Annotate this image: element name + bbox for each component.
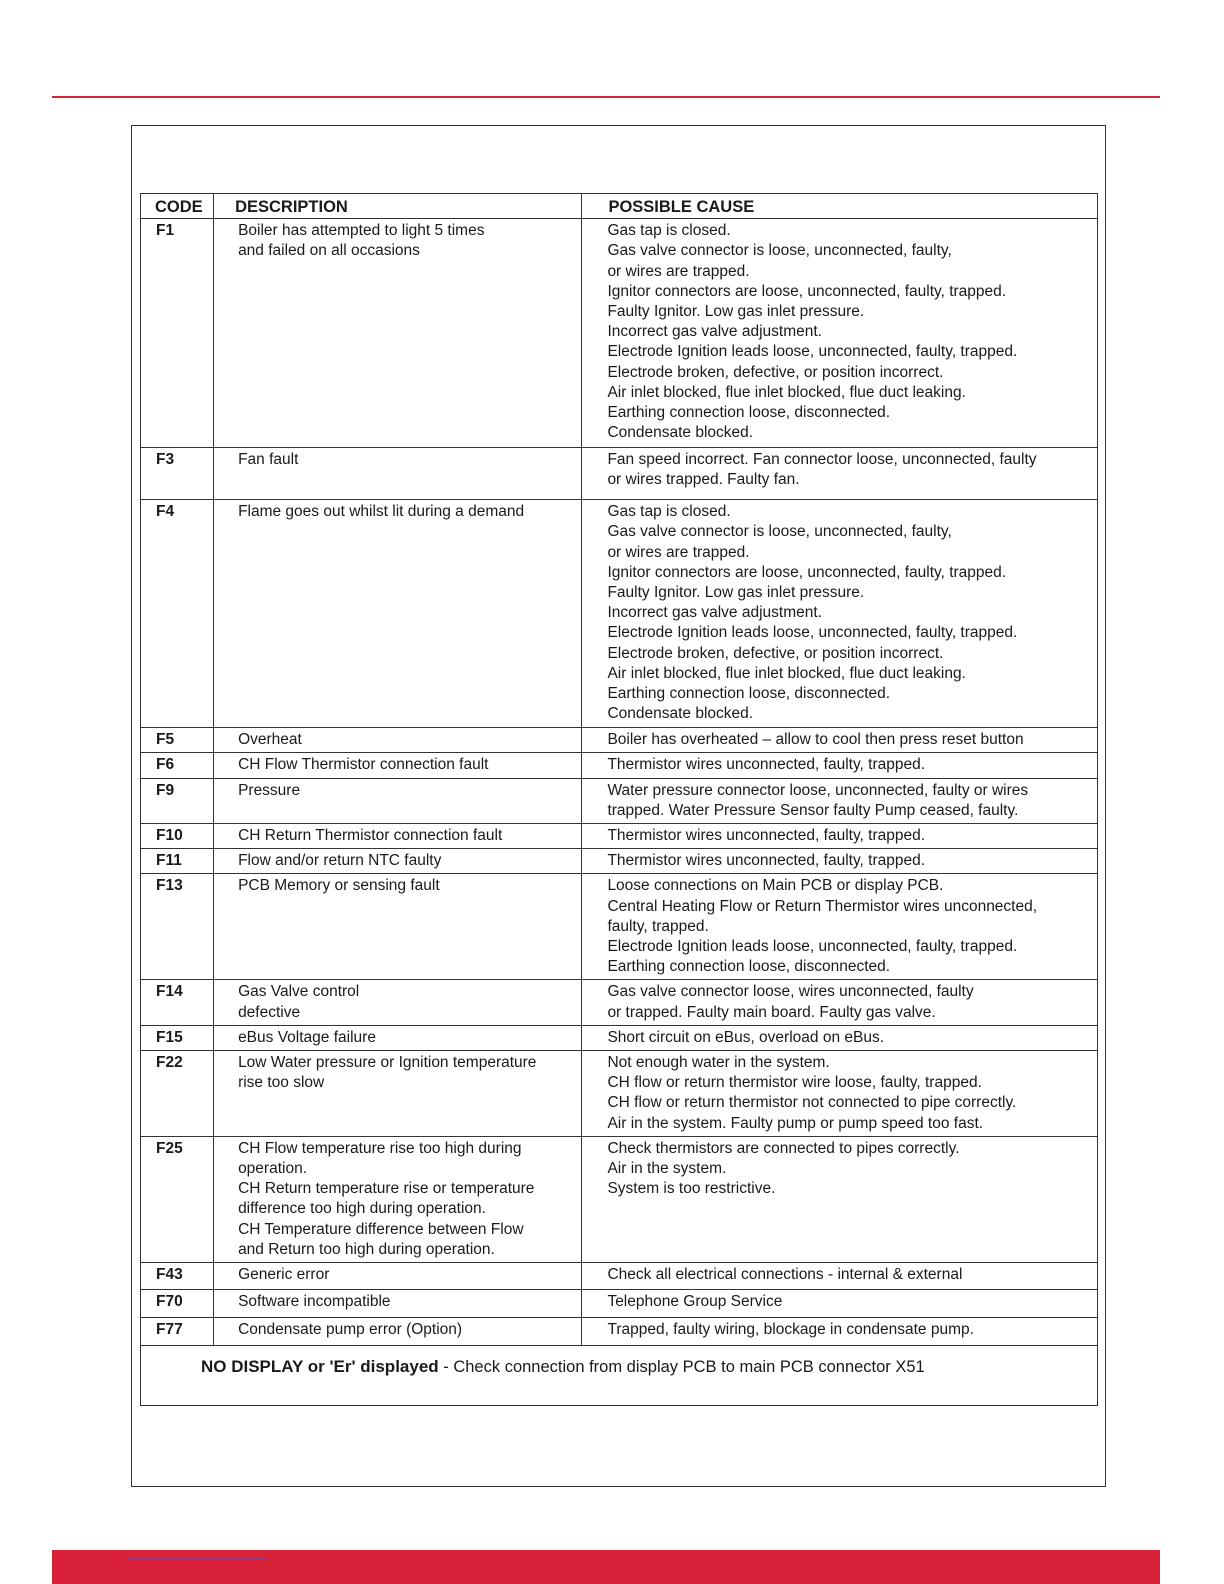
cause-line: Gas tap is closed.: [607, 503, 731, 521]
cause-line: Air in the system.: [607, 1160, 727, 1178]
cause-line: Water pressure connector loose, unconnected, faulty or wires: [607, 781, 1029, 799]
cause-line: Trapped, faulty wiring, blockage in condensate pump.: [607, 1321, 974, 1339]
possible-cause: [582, 219, 1098, 448]
cause-line: Faulty Ignitor. Low gas inlet pressure.: [607, 584, 865, 602]
cause-line: Earthing connection loose, disconnected.: [607, 404, 891, 422]
description-line: CH Temperature difference between Flow: [238, 1220, 524, 1238]
possible-cause: [582, 980, 1098, 1025]
fault-code: F13: [141, 874, 214, 980]
fault-description: [214, 728, 582, 753]
cause-line: trapped. Water Pressure Sensor faulty Pump ceased, faulty.: [607, 801, 1019, 819]
cause-line: Central Heating Flow or Return Thermistor wires unconnected,: [607, 897, 1038, 915]
possible-cause: [582, 753, 1098, 778]
no-display-note: [141, 1346, 1098, 1406]
cause-line: Air in the system. Faulty pump or pump speed too fast.: [607, 1114, 984, 1132]
cause-line: Not enough water in the system.: [607, 1054, 830, 1072]
cause-line: or trapped. Faulty main board. Faulty gas valve.: [607, 1003, 936, 1021]
table-row: [141, 980, 1098, 1025]
fault-description: [214, 874, 582, 980]
fault-description: [214, 980, 582, 1025]
table-row: [141, 500, 1098, 728]
description-line: Flow and/or return NTC faulty: [238, 852, 442, 870]
cause-line: or wires trapped. Faulty fan.: [607, 471, 800, 489]
table-header-row: [141, 194, 1098, 219]
fault-code: F25: [141, 1136, 214, 1262]
fault-description: [214, 753, 582, 778]
fault-description: [214, 219, 582, 448]
cause-line: or wires are trapped.: [607, 543, 750, 561]
cause-line: Earthing connection loose, disconnected.: [607, 685, 891, 703]
possible-cause: [582, 500, 1098, 728]
cause-line: Earthing connection loose, disconnected.: [607, 958, 891, 976]
cause-line: Electrode Ignition leads loose, unconnected, faulty, trapped.: [607, 343, 1018, 361]
possible-cause: [582, 1136, 1098, 1262]
cause-line: Ignitor connectors are loose, unconnected, faulty, trapped.: [607, 282, 1007, 300]
table-row: [141, 448, 1098, 500]
fault-description: [214, 1051, 582, 1137]
cause-line: Boiler has overheated – allow to cool then press reset button: [607, 731, 1024, 749]
fault-description: [214, 1263, 582, 1290]
cause-line: Air inlet blocked, flue inlet blocked, flue duct leaking.: [607, 664, 966, 682]
table-row: [141, 728, 1098, 753]
table-row: [141, 753, 1098, 778]
description-line: Overheat: [238, 731, 302, 749]
fault-description: [214, 500, 582, 728]
footer-link-underline: [127, 1558, 266, 1559]
description-line: Software incompatible: [238, 1293, 391, 1311]
cause-line: Air inlet blocked, flue inlet blocked, flue duct leaking.: [607, 383, 966, 401]
possible-cause: [582, 849, 1098, 874]
fault-description: [214, 1136, 582, 1262]
table-row: [141, 1025, 1098, 1050]
no-display-text: - Check connection from display PCB to main PCB connector X51: [443, 1358, 925, 1377]
fault-code: F3: [141, 448, 214, 500]
cause-line: Condensate blocked.: [607, 424, 754, 442]
fault-code: F70: [141, 1290, 214, 1318]
fault-description: [214, 1318, 582, 1346]
cause-line: Gas valve connector is loose, unconnected, faulty,: [607, 523, 952, 541]
cause-line: Gas valve connector is loose, unconnected, faulty,: [607, 242, 952, 260]
fault-code: F1: [141, 219, 214, 448]
cause-line: Short circuit on eBus, overload on eBus.: [607, 1028, 885, 1046]
description-line: CH Flow Thermistor connection fault: [238, 756, 489, 774]
description-line: Condensate pump error (Option): [238, 1321, 463, 1339]
description-line: defective: [238, 1003, 301, 1021]
possible-cause: [582, 778, 1098, 823]
description-line: eBus Voltage failure: [238, 1028, 376, 1046]
description-line: Gas Valve control: [238, 983, 360, 1001]
fault-code: F5: [141, 728, 214, 753]
description-line: CH Return temperature rise or temperature: [238, 1180, 535, 1198]
fault-description: [214, 1025, 582, 1050]
table-row: [141, 1136, 1098, 1262]
header-code: CODE: [141, 194, 214, 219]
fault-code: F15: [141, 1025, 214, 1050]
fault-code: F43: [141, 1263, 214, 1290]
description-line: difference too high during operation.: [238, 1200, 486, 1218]
cause-line: Fan speed incorrect. Fan connector loose, unconnected, faulty: [607, 451, 1037, 469]
possible-cause: [582, 1290, 1098, 1318]
cause-line: Condensate blocked.: [607, 705, 754, 723]
cause-line: Check all electrical connections - internal & external: [607, 1266, 963, 1284]
description-line: Fan fault: [238, 451, 299, 469]
fault-code: F9: [141, 778, 214, 823]
possible-cause: [582, 1051, 1098, 1137]
fault-description: [214, 1290, 582, 1318]
description-line: Flame goes out whilst lit during a demand: [238, 503, 525, 521]
footer-band: [52, 1550, 1160, 1584]
fault-description: [214, 778, 582, 823]
possible-cause: [582, 1263, 1098, 1290]
cause-line: Incorrect gas valve adjustment.: [607, 604, 822, 622]
fault-description: [214, 849, 582, 874]
header-possible-cause: POSSIBLE CAUSE: [582, 194, 1098, 219]
table-row: [141, 1290, 1098, 1318]
fault-code-table: [140, 193, 1098, 1406]
description-line: CH Flow temperature rise too high during: [238, 1139, 522, 1157]
cause-line: Thermistor wires unconnected, faulty, trapped.: [607, 827, 926, 845]
top-rule: [52, 96, 1160, 98]
cause-line: or wires are trapped.: [607, 262, 750, 280]
cause-line: Electrode broken, defective, or position incorrect.: [607, 363, 944, 381]
cause-line: Telephone Group Service: [607, 1293, 783, 1311]
table-body: [141, 219, 1098, 1346]
description-line: PCB Memory or sensing fault: [238, 877, 440, 895]
fault-code: F14: [141, 980, 214, 1025]
no-display-label: NO DISPLAY or 'Er' displayed: [201, 1357, 439, 1377]
fault-code: F77: [141, 1318, 214, 1346]
description-line: Pressure: [238, 781, 301, 799]
possible-cause: [582, 728, 1098, 753]
cause-line: Incorrect gas valve adjustment.: [607, 323, 822, 341]
fault-code: F4: [141, 500, 214, 728]
table-row: [141, 824, 1098, 849]
possible-cause: [582, 824, 1098, 849]
no-display-note-row: [141, 1346, 1098, 1406]
possible-cause: [582, 448, 1098, 500]
fault-code: F10: [141, 824, 214, 849]
table-row: [141, 1263, 1098, 1290]
cause-line: Faulty Ignitor. Low gas inlet pressure.: [607, 303, 865, 321]
table-row: [141, 849, 1098, 874]
table-row: [141, 1051, 1098, 1137]
cause-line: Gas valve connector loose, wires unconnected, faulty: [607, 983, 974, 1001]
cause-line: Ignitor connectors are loose, unconnected, faulty, trapped.: [607, 563, 1007, 581]
fault-code: F22: [141, 1051, 214, 1137]
cause-line: Electrode Ignition leads loose, unconnected, faulty, trapped.: [607, 938, 1018, 956]
description-line: and failed on all occasions: [238, 242, 420, 260]
cause-line: Check thermistors are connected to pipes correctly.: [607, 1139, 960, 1157]
cause-line: CH flow or return thermistor wire loose, faulty, trapped.: [607, 1074, 982, 1092]
description-line: operation.: [238, 1160, 308, 1178]
cause-line: Electrode broken, defective, or position incorrect.: [607, 644, 944, 662]
description-line: rise too slow: [238, 1074, 325, 1092]
description-line: Low Water pressure or Ignition temperature: [238, 1054, 537, 1072]
table-row: [141, 219, 1098, 448]
table-row: [141, 778, 1098, 823]
possible-cause: [582, 874, 1098, 980]
cause-line: Loose connections on Main PCB or display PCB.: [607, 877, 944, 895]
description-line: and Return too high during operation.: [238, 1240, 495, 1258]
description-line: CH Return Thermistor connection fault: [238, 827, 503, 845]
header-description: DESCRIPTION: [214, 194, 582, 219]
fault-code: F6: [141, 753, 214, 778]
fault-description: [214, 824, 582, 849]
possible-cause: [582, 1318, 1098, 1346]
description-line: Generic error: [238, 1266, 330, 1284]
description-line: Boiler has attempted to light 5 times: [238, 222, 485, 240]
possible-cause: [582, 1025, 1098, 1050]
cause-line: CH flow or return thermistor not connected to pipe correctly.: [607, 1094, 1017, 1112]
cause-line: Thermistor wires unconnected, faulty, trapped.: [607, 852, 926, 870]
table-row: [141, 1318, 1098, 1346]
cause-line: System is too restrictive.: [607, 1180, 776, 1198]
cause-line: Gas tap is closed.: [607, 222, 731, 240]
cause-line: faulty, trapped.: [607, 917, 709, 935]
fault-code: F11: [141, 849, 214, 874]
cause-line: Thermistor wires unconnected, faulty, trapped.: [607, 756, 926, 774]
cause-line: Electrode Ignition leads loose, unconnected, faulty, trapped.: [607, 624, 1018, 642]
table-row: [141, 874, 1098, 980]
fault-description: [214, 448, 582, 500]
